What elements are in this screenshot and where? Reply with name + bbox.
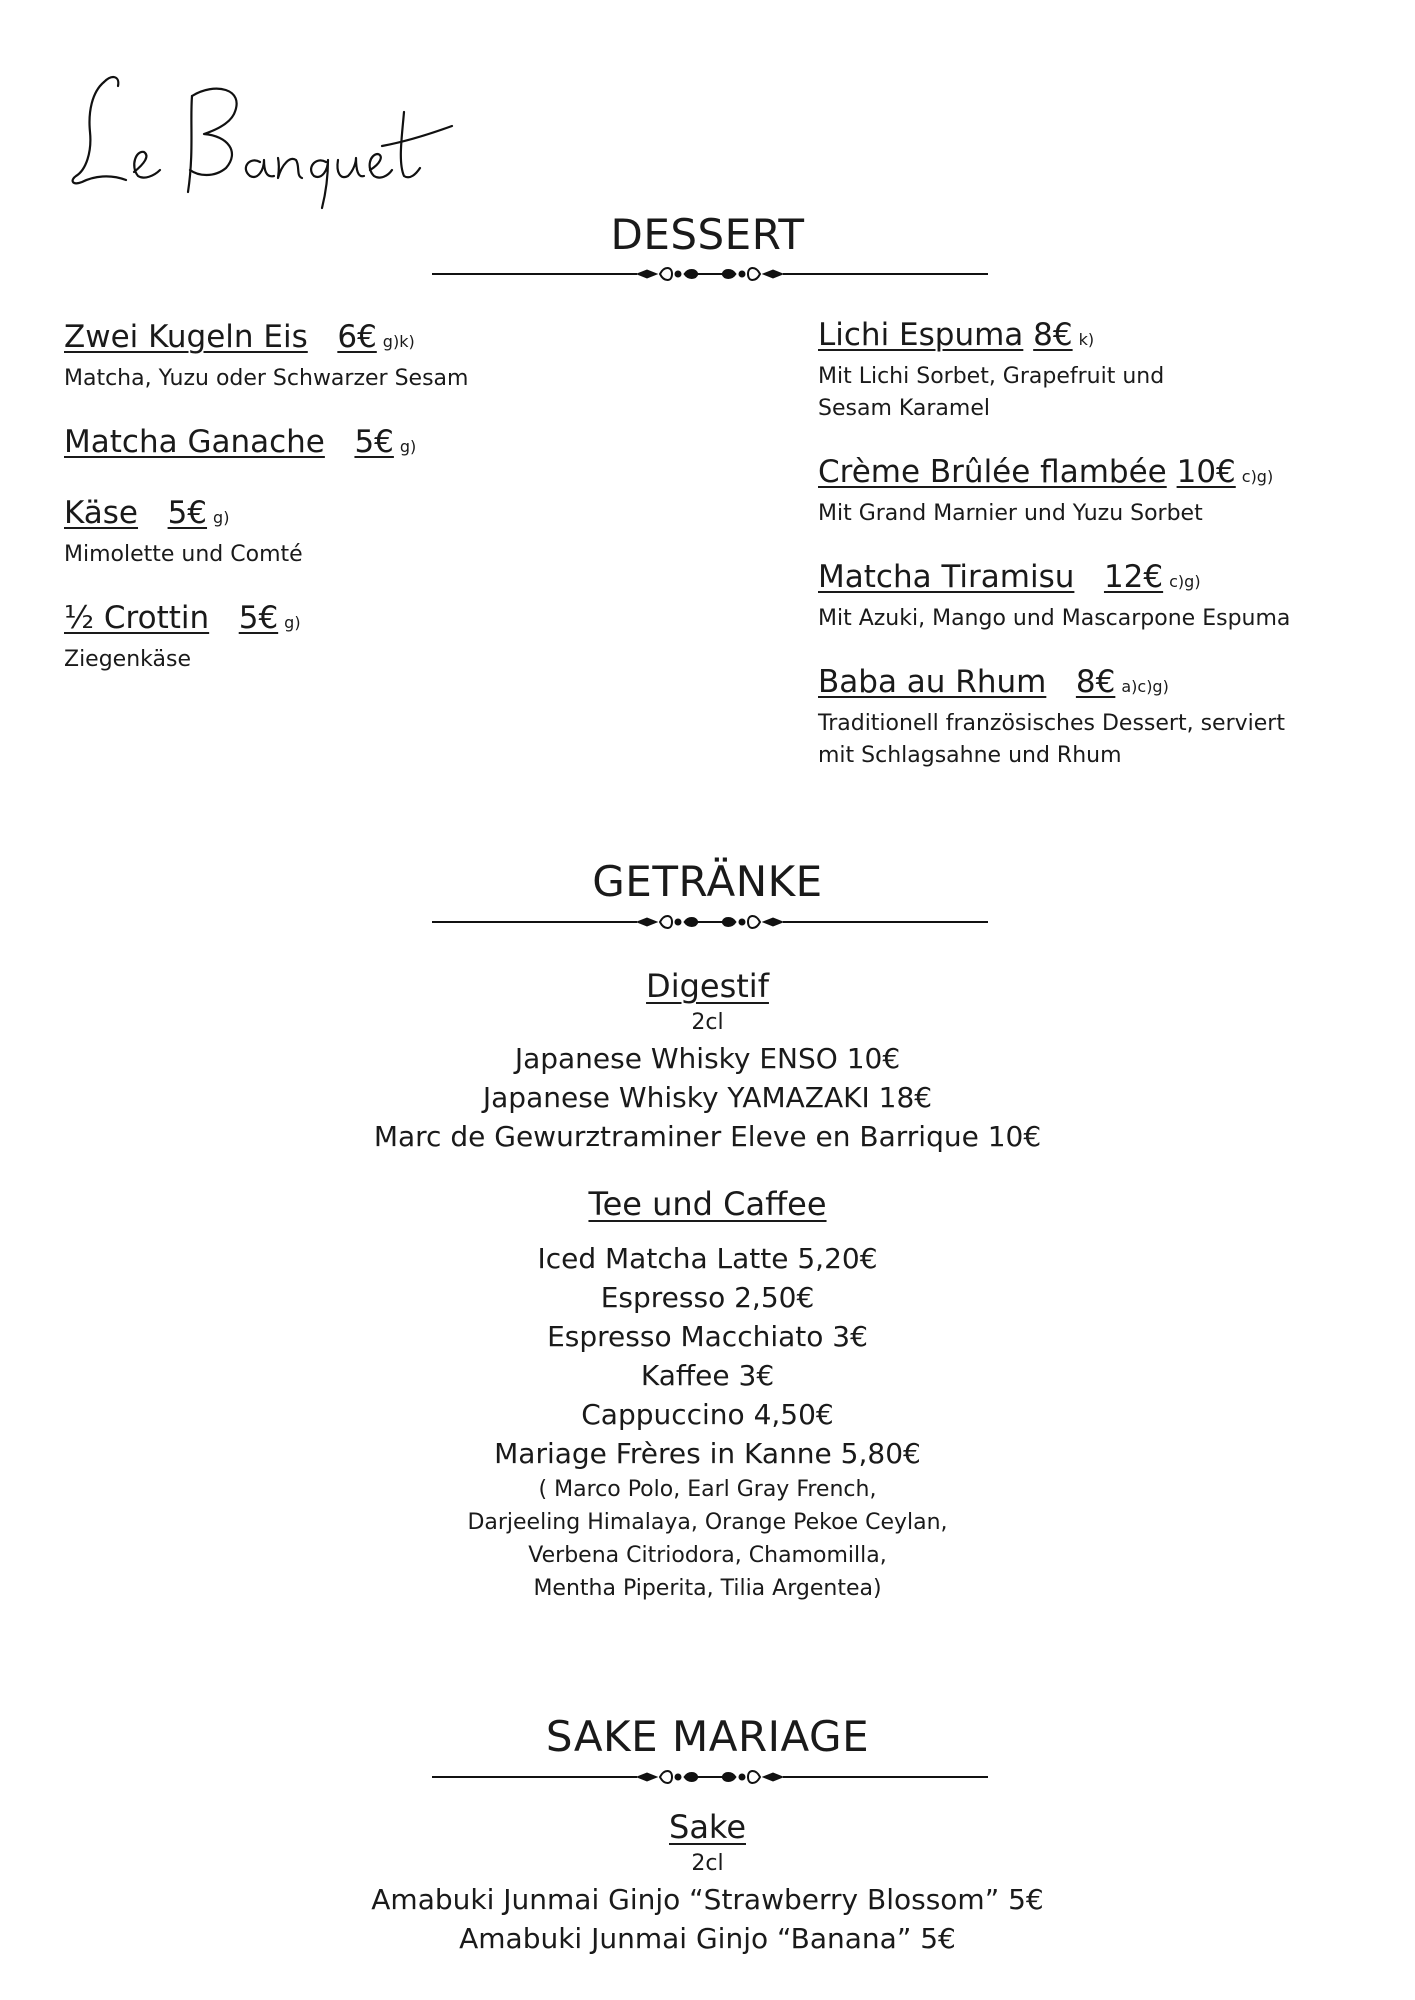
drink-item: Amabuki Junmai Ginjo “Banana” 5€: [459, 1922, 956, 1955]
item-price: 8€: [1033, 317, 1073, 353]
dessert-right-column: [818, 316, 1398, 800]
dessert-title: DESSERT: [610, 210, 805, 259]
item-price: 5€: [238, 600, 279, 636]
item-allergen: g): [399, 437, 417, 456]
tea-varieties-note: Mentha Piperita, Tilia Argentea): [533, 1576, 882, 1601]
sake-divider: [432, 1765, 988, 1789]
item-name: Crème Brûlée flambée: [818, 454, 1167, 490]
item-description: Mit Grand Marnier und Yuzu Sorbet: [818, 501, 1203, 526]
sake-section: [0, 1806, 1415, 1958]
menu-item: [64, 423, 714, 466]
digestif-title: Digestif: [646, 967, 769, 1005]
item-allergen: g)k): [382, 332, 415, 351]
drink-item: Cappuccino 4,50€: [581, 1398, 834, 1431]
tee-title: Tee und Caffee: [588, 1185, 827, 1223]
item-name: Matcha Tiramisu: [818, 559, 1075, 595]
drink-item: Kaffee 3€: [640, 1359, 775, 1392]
drink-item: Amabuki Junmai Ginjo “Strawberry Blossom” 5€: [371, 1883, 1044, 1916]
item-allergen: c)g): [1169, 572, 1201, 591]
digestif-section: [0, 965, 1415, 1156]
item-name: Käse: [64, 495, 139, 531]
item-allergen: k): [1078, 330, 1095, 349]
item-description: Matcha, Yuzu oder Schwarzer Sesam: [64, 366, 469, 391]
tee-section: [0, 1183, 1415, 1605]
item-allergen: a)c)g): [1121, 677, 1169, 696]
item-description: Ziegenkäse: [64, 647, 191, 672]
getraenke-divider: [432, 910, 988, 934]
drink-item: Iced Matcha Latte 5,20€: [537, 1242, 878, 1275]
item-price: 10€: [1176, 454, 1236, 490]
drink-item: Espresso 2,50€: [600, 1281, 815, 1314]
drink-item: Mariage Frères in Kanne 5,80€: [494, 1437, 921, 1470]
item-description: Mit Azuki, Mango und Mascarpone Espuma: [818, 606, 1291, 631]
item-description: Traditionell französisches Dessert, serviert mit Schlagsahne und Rhum: [818, 711, 1285, 768]
dessert-left-column: [64, 318, 714, 704]
menu-item: [64, 599, 714, 676]
drink-item: Japanese Whisky YAMAZAKI 18€: [482, 1081, 933, 1114]
item-name: Zwei Kugeln Eis: [64, 319, 308, 355]
item-price: 5€: [354, 424, 394, 460]
item-name: Baba au Rhum: [818, 664, 1047, 700]
item-allergen: c)g): [1241, 467, 1274, 486]
item-name: Lichi Espuma: [818, 317, 1024, 353]
le-banquet-logo: [64, 52, 464, 212]
drink-item: Japanese Whisky ENSO 10€: [514, 1042, 901, 1075]
drink-item: Espresso Macchiato 3€: [547, 1320, 868, 1353]
menu-item: [818, 316, 1398, 425]
menu-item: [818, 453, 1398, 530]
tea-varieties-note: Darjeeling Himalaya, Orange Pekoe Ceylan,: [467, 1510, 948, 1535]
item-name: Matcha Ganache: [64, 424, 325, 460]
tea-varieties-note: ( Marco Polo, Earl Gray French,: [538, 1477, 877, 1502]
item-allergen: g): [284, 613, 301, 632]
item-description: Mimolette und Comté: [64, 542, 303, 567]
menu-item: [818, 663, 1398, 772]
item-description: Mit Lichi Sorbet, Grapefruit und Sesam Karamel: [818, 364, 1165, 421]
dessert-divider: [432, 262, 988, 286]
menu-item: [818, 558, 1398, 635]
sake-unit: 2cl: [691, 1851, 724, 1876]
item-price: 6€: [337, 319, 377, 355]
item-allergen: g): [213, 508, 230, 527]
menu-item: [64, 494, 714, 571]
drink-item: Marc de Gewurztraminer Eleve en Barrique 10€: [373, 1120, 1042, 1153]
menu-item: [64, 318, 714, 395]
sake-sub-title: Sake: [669, 1808, 746, 1846]
digestif-unit: 2cl: [691, 1010, 724, 1035]
item-price: 5€: [167, 495, 208, 531]
item-price: 8€: [1075, 664, 1116, 700]
getraenke-title: GETRÄNKE: [592, 857, 823, 906]
item-price: 12€: [1103, 559, 1164, 595]
tea-varieties-note: Verbena Citriodora, Chamomilla,: [528, 1543, 887, 1568]
item-name: ½ Crottin: [64, 600, 210, 636]
sake-title: SAKE MARIAGE: [545, 1712, 870, 1761]
